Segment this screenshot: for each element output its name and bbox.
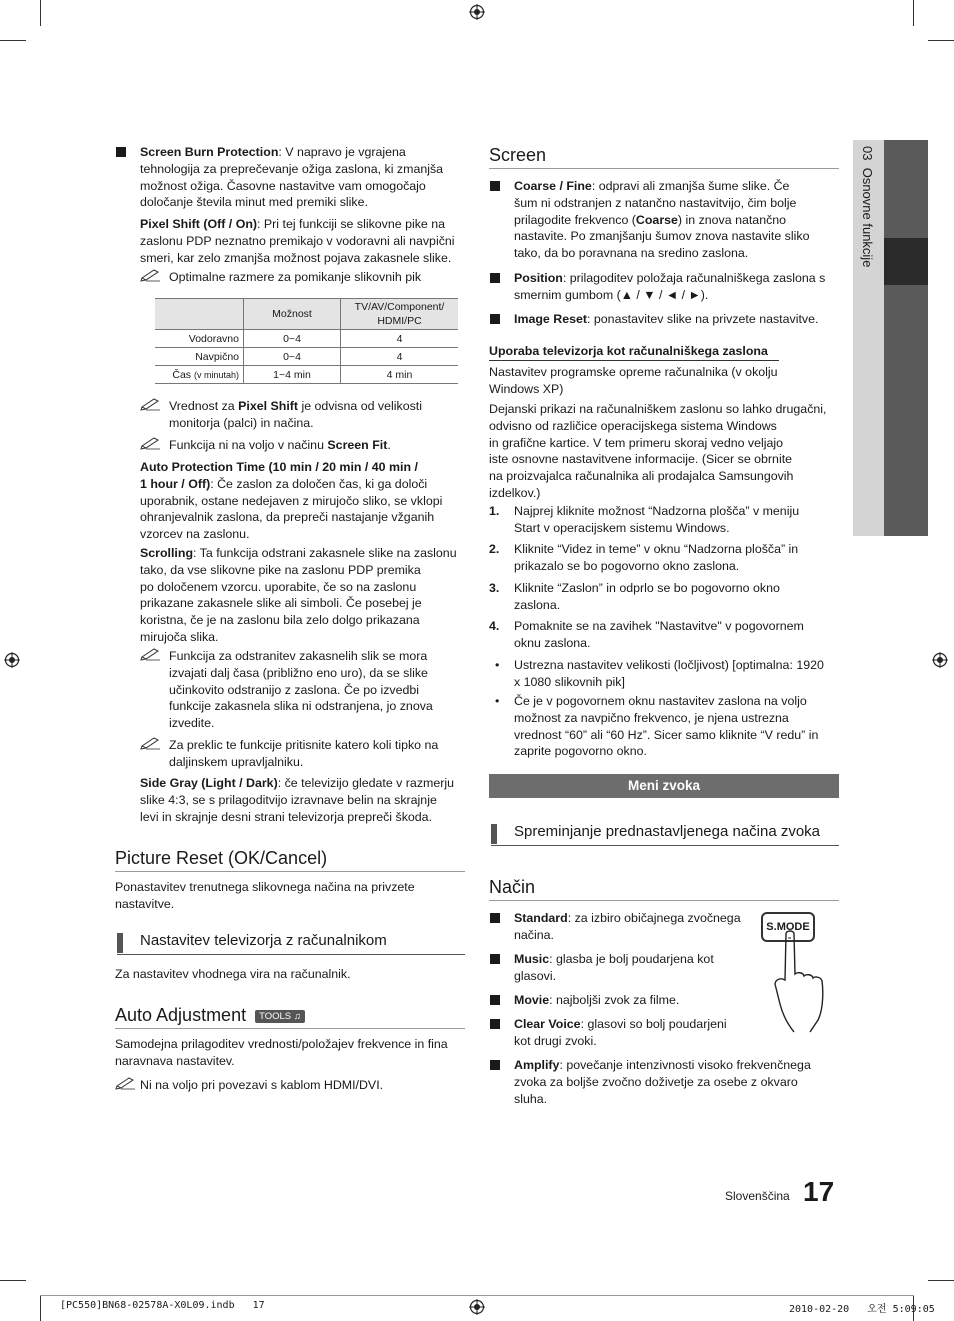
tools-icon: ♫ (291, 1011, 301, 1022)
picture-reset-heading: Picture Reset (OK/Cancel) (115, 848, 328, 868)
bullet-square (490, 181, 500, 191)
sound-preset-heading: Spreminjanje prednastavljenega načina zvoka (514, 823, 821, 840)
chapter-tab-dark (884, 140, 928, 536)
screen-heading: Screen (489, 145, 547, 165)
chapter-tab-marker (884, 238, 928, 285)
step-number: 2. (489, 542, 500, 556)
pixel-shift-table (155, 298, 458, 384)
scrolling-paragraph: Scrolling: Ta funkcija odstrani zakasnele slike na zaslonu tako, da vse slikovne pike na zaslonu PDP premika po določenem vzorcu. uporabite, če so na zaslonu prikazane zakasnele slike ali simboli. Če posebej je koristna, če je na zaslonu bila zelo dolgo prikazana mirujoča slika. (140, 546, 457, 644)
note-icon (115, 1076, 137, 1090)
step-number: 4. (489, 619, 500, 633)
pc-setup-text: Za nastavitev vhodnega vira na računalnik. (115, 967, 351, 981)
bullet-dot: • (495, 658, 500, 672)
step-text: Kliknite “Zaslon” in odprlo se bo pogovorno okno zaslona. (514, 581, 780, 612)
position-paragraph: Position: prilagoditev položaja računalniškega zaslona s smernim gumbom (▲ / ▼ / ◄ / ►). (514, 271, 826, 302)
heading-rule (489, 168, 839, 169)
footer-language: Slovenščina (725, 1189, 790, 1203)
chapter-label: Osnovne funkcije (860, 167, 875, 268)
pc-setup-heading: Nastavitev televizorja z računalnikom (140, 932, 387, 949)
side-gray-paragraph: Side Gray (Light / Dark): če televizijo gledate v razmerju slike 4:3, se s prilagoditvijo izravnave belin na skrajnje levi in skrajnje desni strani televizorja prepreči škoda. (140, 776, 455, 824)
chapter-number: 03 (860, 146, 875, 161)
clear-voice-item: Clear Voice: glasovi so bolj poudarjeni kot drugi zvoki. (514, 1017, 727, 1048)
heading-rule (489, 900, 839, 901)
scrolling-note-1: Funkcija za odstranitev zakasnelih slik se mora izvajati dalj časa (približno eno uro), da se slike učinkovito odstranijo z zaslona. Če po izvedbi funkcije zakasnela slika ni odstranjena, jo znova izvedite. (169, 649, 433, 731)
step-text: Najprej kliknite možnost “Nadzorna plošča” v meniju Start v operacijskem sistemu Windows. (514, 504, 800, 535)
table-header: Možnost (244, 299, 341, 330)
dot-item: Če je v pogovornem oknu nastavitev zaslona na voljo možnost za navpično frekvenco, je njena ustrezna vrednost “60” ali “60 Hz”. Sicer samo kliknite “V redu” in zaprite pogovorno okno. (514, 694, 819, 759)
file-info: [PC550]BN68-02578A-X0L09.indb 17 (60, 1300, 265, 1311)
table-row: Čas (v minutah) 1~4 min 4 min (155, 366, 458, 384)
bullet-square (490, 954, 500, 964)
footer-divider (40, 1295, 914, 1296)
bullet-square (490, 314, 500, 324)
pc-usage-paragraph: Dejanski prikazi na računalniškem zaslonu so lahko drugačni, odvisno od različice operacijskega sistema Windows in grafične kartice. V tem primeru skoraj vedno veljajo iste osnovne nastavitvene informacije. (Sicer se obrnite na proizvajalca računalnika ali prodajalca Samsungovih izdelkov.) (489, 402, 827, 500)
table-row: Navpično 0~4 4 (155, 348, 458, 366)
subsection-bar (491, 824, 497, 844)
note-icon (140, 647, 162, 661)
bullet-square (490, 913, 500, 923)
bullet-square (116, 147, 126, 157)
amplify-item: Amplify: povečanje intenzivnosti visoko frekvenčnega zvoka za boljše zvočno doživetje za osebe z okvaro sluha. (514, 1058, 811, 1106)
registration-mark-icon (4, 652, 20, 668)
screen-burn-paragraph: Screen Burn Protection: V napravo je vgrajena tehnologija za preprečevanje ožiga zaslona, ki zmanjša možnost ožiga. Časovne nastavitve vam omogočajo določanje števila minut med premiki slike. (140, 145, 444, 210)
step-number: 3. (489, 581, 500, 595)
dot-item: Ustrezna nastavitev velikosti (ločljivost) [optimalna: 1920 x 1080 slikovnih pik] (514, 658, 824, 689)
music-item: Music: glasba je bolj poudarjena kot glasovi. (514, 952, 714, 983)
pc-usage-heading: Uporaba televizorja kot računalniškega zaslona (489, 344, 768, 358)
bullet-square (490, 995, 500, 1005)
heading-rule (117, 954, 465, 955)
registration-mark-icon (932, 652, 948, 668)
chapter-tab-text (860, 146, 875, 267)
note-icon (140, 736, 162, 750)
step-text: Pomaknite se na zavihek "Nastavitve" v pogovornem oknu zaslona. (514, 619, 804, 650)
bullet-square (490, 1019, 500, 1029)
heading-underline (489, 360, 779, 361)
smode-button: S.MODE (761, 912, 815, 942)
pixel-shift-size-note: Vrednost za Pixel Shift je odvisna od velikosti monitorja (palci) in načina. (169, 399, 422, 430)
hand-pointer-icon (770, 928, 840, 1034)
note-icon (140, 397, 162, 411)
image-reset-paragraph: Image Reset: ponastavitev slike na privzete nastavitve. (514, 312, 819, 326)
table-header: TV/AV/Component/ HDMI/PC (341, 299, 459, 330)
note-icon (140, 436, 162, 450)
bullet-dot: • (495, 694, 500, 708)
nacin-heading: Način (489, 877, 536, 897)
pc-usage-intro: Nastavitev programske opreme računalnika (v okolju Windows XP) (489, 365, 778, 396)
standard-item: Standard: za izbiro običajnega zvočnega načina. (514, 911, 741, 942)
scrolling-note-2: Za preklic te funkcije pritisnite katero koli tipko na daljinskem upravljalniku. (169, 738, 439, 769)
auto-adjust-text: Samodejna prilagoditev vrednosti/položajev frekvence in fina naravnava nastavitev. (115, 1037, 448, 1068)
screen-fit-note: Funkcija ni na voljo v načinu Screen Fit. (169, 438, 391, 452)
bullet-square (490, 273, 500, 283)
auto-protection-paragraph: Auto Protection Time (10 min / 20 min / 40 min / 1 hour / Off): Če zaslon za določen čas, ki ga določi uporabnik, ostane nedejaven z mirujočo sliko, se vklopi ohranjevalnik zaslona, da prepreči nastajanje vžganih vzorcev na zaslonu. (140, 460, 443, 542)
print-timestamp: 2010-02-20 오전 5:09:05 (789, 1304, 935, 1315)
note-icon (140, 268, 162, 282)
heading-rule (491, 845, 839, 846)
tools-badge: TOOLS ♫ (255, 1010, 305, 1023)
auto-adjust-note: Ni na voljo pri povezavi s kablom HDMI/DVI. (140, 1078, 384, 1092)
sound-menu-banner: Meni zvoka (489, 774, 839, 798)
movie-item: Movie: najboljši zvok za filme. (514, 993, 680, 1007)
subsection-bar (117, 933, 123, 953)
table-header (155, 299, 244, 330)
auto-adjustment-heading: Auto Adjustment TOOLS ♫ (115, 1005, 305, 1026)
pixel-shift-paragraph: Pixel Shift (Off / On): Pri tej funkciji se slikovne pike na zaslonu PDP neznatno premikajo v vodoravni ali navpični smeri, kar zelo zmanjša možnost pojava zakasnele slike. (140, 217, 455, 265)
heading-rule (115, 1028, 465, 1029)
page-number: 17 (803, 1176, 835, 1207)
pixel-shift-note: Optimalne razmere za pomikanje slikovnih pik (169, 270, 422, 284)
step-text: Kliknite “Videz in teme” v oknu “Nadzorna plošča” in prikazalo se bo pogovorno okno zaslona. (514, 542, 799, 573)
step-number: 1. (489, 504, 500, 518)
registration-mark-icon (469, 1299, 485, 1315)
picture-reset-text: Ponastavitev trenutnega slikovnega načina na privzete nastavitve. (115, 880, 415, 911)
coarse-fine-paragraph: Coarse / Fine: odpravi ali zmanjša šume slike. Če šum ni odstranjen z natančno nastavitvijo, čim bolje prilagodite frekvenco (Coarse) in znova natančno nastavite. Po zmanjšanju šumov znova nastavite sliko tako, da bo poravnana na sredino zaslona. (514, 179, 810, 261)
table-row: Vodoravno 0~4 4 (155, 330, 458, 348)
registration-mark-icon (469, 4, 485, 20)
bullet-square (490, 1060, 500, 1070)
heading-rule (115, 871, 465, 872)
